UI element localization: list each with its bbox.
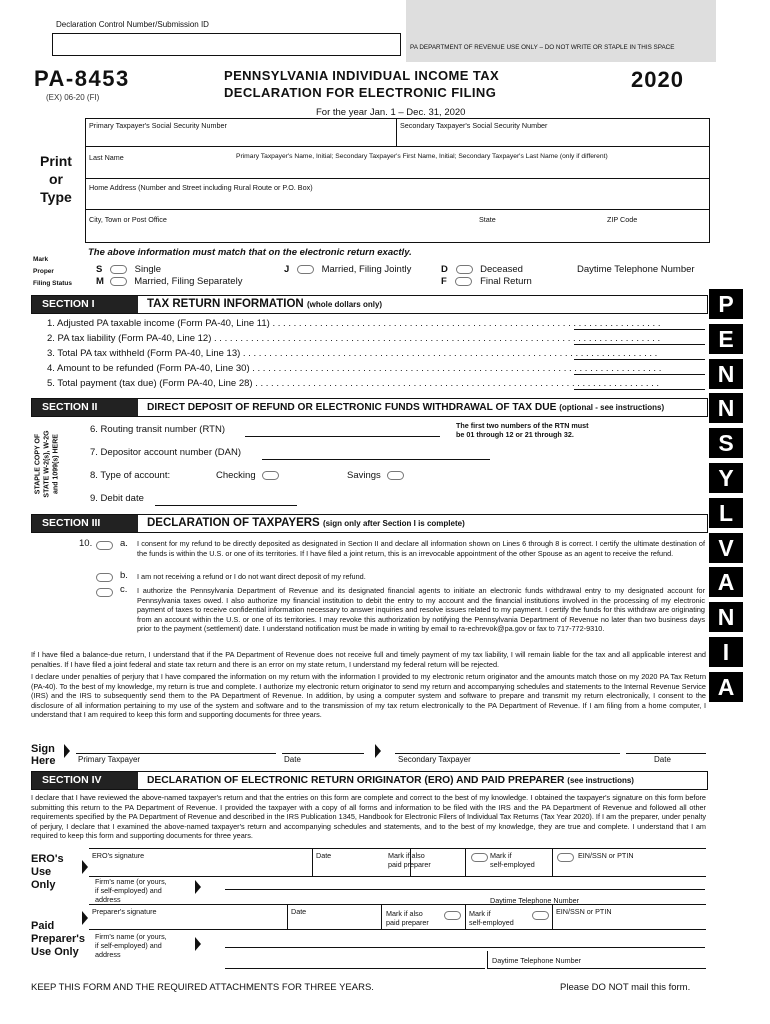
only-word: Only (31, 879, 56, 891)
ero-paid-preparer-oval[interactable] (471, 853, 488, 862)
secondary-taxpayer-label: Secondary Taxpayer (398, 755, 471, 764)
option-c-label: c. (120, 584, 128, 595)
sidebar-letter: P (709, 289, 743, 319)
rtn-note-2: be 01 through 12 or 21 through 32. (456, 430, 574, 439)
section-1-title (147, 296, 382, 313)
footer-keep-note: KEEP THIS FORM AND THE REQUIRED ATTACHMENTS FOR THREE YEARS. (31, 982, 374, 993)
section-2-title-text: DIRECT DEPOSIT OF REFUND OR ELECTRONIC FUNDS WITHDRAWAL OF TAX DUE (147, 402, 557, 413)
option-b-oval[interactable] (96, 573, 113, 582)
routing-field[interactable] (245, 436, 440, 437)
debit-date-label: 9. Debit date (90, 493, 144, 504)
preparer-firm-label (95, 932, 167, 959)
ero-self-employed-oval[interactable] (557, 853, 574, 862)
or-word: or (49, 171, 63, 187)
firm-line-3: address (95, 895, 121, 904)
staple-area-label (18, 418, 76, 510)
preparers-word: Preparer's (31, 933, 85, 945)
perjury-text: I declare under penalties of perjury that I have compared the information on my return with the information I provided to my electronic return originator and the amounts match those on my 2020 PA Tax Return (PA-40). To the best of my knowledge, my return is true and complete. I authorize my electronic return originator to send my return and accompanying schedules and statements to the Internal Revenue Service (IRS) and the IRS to subsequently send them to the PA Department of Revenue. In addition, by using a computer system and software to prepare and transmit my return electronically, I consent to the disclosure of all information pertaining to my use of the system and software and to the transmission of my tax return electronically to the PA Department of Revenue. If I am filing from a home computer, I understand that I am required to keep this form and supporting documents for three years. (31, 672, 706, 720)
routing-label: 6. Routing transit number (RTN) (90, 424, 225, 435)
form-title-line2: DECLARATION FOR ELECTRONIC FILING (224, 85, 497, 100)
firm-line-2: if self-employed) and (95, 941, 162, 950)
tax-line-4: 4. Amount to be refunded (Form PA-40, Line 30) . . . . . . . . . . . . . . . . . . . . . . . . . . . . . . . . . . . . . . . . . . . . . . . . . . . . . . . . . . . . . . . . . . . . . . . . . . . . . . (47, 363, 662, 374)
section-1-note: (whole dollars only) (306, 300, 383, 309)
section-4-title-text: DECLARATION OF ELECTRONIC RETURN ORIGINATOR (ERO) AND PAID PREPARER (147, 775, 565, 786)
section-4-header (31, 771, 708, 790)
preparer-self-employed-oval[interactable] (532, 911, 549, 920)
status-code: S (96, 264, 103, 275)
dept-use-label: PA DEPARTMENT OF REVENUE USE ONLY – DO NOT WRITE OR STAPLE IN THIS SPACE (410, 44, 675, 51)
firm-line-1: Firm's name (or yours, (95, 932, 167, 941)
section-4-note: (see instructions) (567, 776, 634, 785)
preparer-date-label: Date (291, 907, 307, 916)
ero-signature-label: ERO's signature (92, 851, 145, 860)
sidebar-letter: E (709, 324, 743, 354)
section-3-note: (sign only after Section I is complete) (322, 519, 465, 528)
sidebar-letter: A (709, 672, 743, 702)
debit-date-field[interactable] (155, 505, 297, 506)
rtn-note (456, 421, 589, 439)
type-word: Type (40, 189, 72, 205)
rtn-note-1: The first two numbers of the RTN must (456, 421, 589, 430)
city-label: City, Town or Post Office (89, 215, 167, 224)
sidebar-letter: N (709, 393, 743, 423)
dcn-label: Declaration Control Number/Submission ID (56, 20, 209, 29)
staple-line-1: STAPLE COPY OF (34, 433, 42, 495)
tax-line-field[interactable] (574, 374, 705, 375)
status-label: Married, Filing Jointly (321, 264, 412, 275)
preparer-self-employed-label (469, 909, 514, 927)
ero-date-label: Date (316, 851, 332, 860)
preparer-paid-oval[interactable] (444, 911, 461, 920)
preparer-firm-arrow-icon (195, 937, 201, 951)
footer-no-mail-note: Please DO NOT mail this form. (560, 982, 691, 993)
option-c-oval[interactable] (96, 588, 113, 597)
sign-arrow-icon (375, 744, 381, 758)
self-line-2: self-employed (469, 918, 514, 927)
status-code: M (96, 276, 104, 287)
preparer-firm-field-2[interactable] (225, 968, 485, 969)
status-code: J (284, 264, 290, 275)
section-1-header (31, 295, 708, 314)
sidebar-letter: A (709, 567, 743, 597)
daytime-phone-label: Daytime Telephone Number (577, 264, 695, 275)
tax-period: For the year Jan. 1 – Dec. 31, 2020 (316, 107, 466, 118)
primary-taxpayer-label: Primary Taxpayer (78, 755, 141, 764)
self-line-2: self-employed (490, 860, 535, 869)
savings-option[interactable] (347, 470, 404, 481)
mark-word: Mark (33, 256, 49, 263)
balance-due-text: If I have filed a balance-due return, I understand that if the PA Department of Revenue does not receive full and timely payment of my tax liability, I will remain liable for the tax and all applicable interest and penalties. If I have filed a joint federal and state tax return and there is an error on my state return, I understand my federal return will be rejected. (31, 650, 706, 669)
section-2-tag: SECTION II (32, 399, 138, 416)
status-married-jointly[interactable] (284, 264, 411, 275)
section-1-title-text: TAX RETURN INFORMATION (147, 298, 304, 310)
last-name-label: Last Name (89, 153, 124, 162)
ero-self-employed-text (490, 851, 535, 869)
section-2-header (31, 398, 708, 417)
state-label: State (479, 215, 496, 224)
tax-line-2: 2. PA tax liability (Form PA-40, Line 12) . . . . . . . . . . . . . . . . . . . . . . . . . . . . . . . . . . . . . . . . . . . . . . . . . . . . . . . . . . . . . . . . . . . . . . . . . . . . . . . . . . . . . (47, 333, 661, 344)
ero-firm-arrow-icon (195, 880, 201, 894)
also-line-1: Mark if also (386, 909, 423, 918)
checking-option[interactable] (216, 470, 279, 481)
checking-oval[interactable] (262, 471, 279, 480)
tax-line-1: 1. Adjusted PA taxable income (Form PA-40, Line 11) . . . . . . . . . . . . . . . . . . . . . . . . . . . . . . . . . . . . . . . . . . . . . . . . . . . . . . . . . . . . . . . . . . . . . . . . . . (47, 318, 661, 329)
city-field[interactable] (86, 225, 707, 240)
option-c-text: I authorize the Pennsylvania Department of Revenue and its designated financial agents to initiate an electronic funds withdrawal entry to my designated account for Pennsylvania taxes owed. I also authorize my financial institution to debit the entry to my account and the financial institutions involved in the processing of my electronic payment of taxes to receive confidential information necessary to answer inquiries and resolve issues related to my payment. I certify the funds for this withdraw are originating from an account within the U.S. or one of its territories. I may revoke this authorization by notifying the Pennsylvania Department of Revenue no later than two business days prior to the payment (settlement) date. I understand notification must be made in writing by email to ra-echrevok@pa.gov or fax to 717-772-9310. (137, 586, 705, 634)
section-3-title-text: DECLARATION OF TAXPAYERS (147, 517, 320, 529)
tax-line-5: 5. Total payment (tax due) (Form PA-40, Line 28) . . . . . . . . . . . . . . . . . . . . . . . . . . . . . . . . . . . . . . . . . . . . . . . . . . . . . . . . . . . . . . . . . . . . . . . . . . . . . (47, 378, 660, 389)
option-a-text: I consent for my refund to be directly deposited as designated in Section II and declare all information shown on Lines 6 through 8 is correct. I certify the ultimate destination of the funds is within the U.S. or one of its territories. If I have filed a joint return, this is an irrevocable appointment of the other Spouse as an agent to receive the refund. (137, 539, 705, 558)
firm-line-1: Firm's name (or yours, (95, 877, 167, 886)
account-type-label: 8. Type of account: (90, 470, 171, 481)
secondary-ssn-field[interactable] (397, 131, 707, 145)
secondary-signature-field[interactable] (395, 753, 620, 754)
sidebar-letter: S (709, 428, 743, 458)
form-title-line1: PENNSYLVANIA INDIVIDUAL INCOME TAX (224, 68, 500, 83)
sidebar-letter: Y (709, 463, 743, 493)
sign-arrow-icon (64, 744, 70, 758)
filing-status-label (33, 254, 72, 290)
ero-word: ERO's (31, 853, 64, 865)
proper-word: Proper (33, 268, 54, 275)
match-note: The above information must match that on the electronic return exactly. (88, 247, 412, 258)
sidebar-letter: N (709, 602, 743, 632)
tax-line-3: 3. Total PA tax withheld (Form PA-40, Line 13) . . . . . . . . . . . . . . . . . . . . . . . . . . . . . . . . . . . . . . . . . . . . . . . . . . . . . . . . . . . . . . . . . . . . . . . . . . . . . . . (47, 348, 658, 359)
ero-paid-preparer-label (388, 851, 431, 869)
status-final-return[interactable] (441, 276, 532, 287)
filing-status-word: Filing Status (33, 280, 72, 287)
preparer-signature-field[interactable] (92, 917, 285, 927)
tax-line-field[interactable] (574, 344, 705, 345)
primary-ssn-field[interactable] (86, 131, 395, 145)
tax-line-field[interactable] (574, 329, 705, 330)
home-address-field[interactable] (86, 194, 707, 208)
also-line-2: paid preparer (386, 918, 429, 927)
section-3-title (147, 515, 465, 532)
firm-line-2: if self-employed) and (95, 886, 162, 895)
sidebar-letter: N (709, 359, 743, 389)
staple-line-3: and 1099(s) HERE (52, 434, 60, 494)
ero-ein-label: EIN/SSN or PTIN (578, 851, 634, 860)
status-label: Married, Filing Separately (134, 276, 243, 287)
sidebar-letter: L (709, 498, 743, 528)
option-a-label: a. (120, 538, 128, 549)
checking-label: Checking (216, 470, 256, 481)
section-4-title (147, 772, 634, 789)
tax-line-field[interactable] (574, 359, 705, 360)
status-code: F (441, 276, 447, 287)
account-field[interactable] (262, 459, 490, 460)
preparer-ein-label: EIN/SSN or PTIN (556, 907, 612, 916)
option-b-text: I am not receiving a refund or I do not want direct deposit of my refund. (137, 572, 366, 581)
option-b-label: b. (120, 570, 128, 581)
tax-year: 2020 (631, 67, 684, 92)
preparer-signature-label: Preparer's signature (92, 907, 157, 916)
savings-label: Savings (347, 470, 381, 481)
status-oval[interactable] (110, 277, 127, 286)
primary-date-field[interactable] (282, 753, 364, 754)
preparer-arrow-icon (82, 911, 88, 925)
section-3-tag: SECTION III (32, 515, 138, 532)
use-only-word: Use Only (31, 946, 79, 958)
self-line-1: Mark if (490, 851, 512, 860)
preparer-paid-label (386, 909, 429, 927)
preparer-firm-field[interactable] (225, 947, 705, 948)
preparer-phone-label: Daytime Telephone Number (492, 956, 581, 965)
status-label: Deceased (480, 264, 523, 275)
ero-firm-label (95, 877, 167, 904)
status-deceased[interactable] (441, 264, 523, 275)
status-oval[interactable] (297, 265, 314, 274)
status-code: D (441, 264, 448, 275)
print-word: Print (40, 153, 72, 169)
option-a-oval[interactable] (96, 541, 113, 550)
use-word: Use (31, 866, 52, 878)
section-1-tag: SECTION I (32, 296, 138, 313)
secondary-ssn-label: Secondary Taxpayer's Social Security Number (400, 121, 548, 130)
here-word: Here (31, 755, 56, 767)
sidebar-letter: V (709, 533, 743, 563)
ero-signature-field[interactable] (92, 862, 310, 874)
section-2-title (147, 399, 664, 416)
line-10-number: 10. (79, 538, 93, 549)
sign-word: Sign (31, 743, 55, 755)
tax-line-field[interactable] (574, 389, 705, 390)
account-label: 7. Depositor account number (DAN) (90, 447, 242, 458)
names-label: Primary Taxpayer's Name, Initial; Secondary Taxpayer's First Name, Initial; Secondary Taxpayer's Last Name (only if different) (236, 153, 608, 160)
primary-signature-field[interactable] (76, 753, 276, 754)
zip-label: ZIP Code (607, 215, 638, 224)
firm-line-3: address (95, 950, 121, 959)
section-4-tag: SECTION IV (32, 772, 138, 789)
dcn-field[interactable] (52, 33, 401, 56)
primary-date-label: Date (284, 755, 301, 764)
paid-word: Paid (31, 920, 55, 932)
sidebar-letter: I (709, 637, 743, 667)
paid-preparer-use-only-label (31, 920, 85, 959)
sign-here-label (31, 743, 55, 767)
dept-use-area (406, 0, 716, 62)
staple-line-2: STATE W-2(s), W-2G (43, 430, 51, 498)
form-number: PA-8453 (34, 66, 130, 91)
also-line-2: paid preparer (388, 860, 431, 869)
status-oval[interactable] (456, 265, 473, 274)
secondary-date-label: Date (654, 755, 671, 764)
also-line-1: Mark if also (388, 851, 425, 860)
status-single[interactable] (96, 264, 161, 275)
self-line-1: Mark if (469, 909, 491, 918)
status-oval[interactable] (455, 277, 472, 286)
status-married-separately[interactable] (96, 276, 242, 287)
ero-phone-label: Daytime Telephone Number (490, 896, 579, 905)
primary-ssn-label: Primary Taxpayer's Social Security Number (89, 121, 227, 130)
status-label: Single (134, 264, 162, 275)
ero-declaration-text: I declare that I have reviewed the above-named taxpayer's return and that the entries on this form are complete and correct to the best of my knowledge. I obtained the taxpayer's signature on this form before submitting this return to the PA Department of Revenue. I provided the taxpayer with a copy of all forms and information to be filed with the IRS and the PA Department of Revenue and followed all other requirements specified by the PA Department of Revenue and described in the IRS Publication 1345, Handbook for Electronic Filers of Individual Tax Returns (Tax Year 2020). If I am the preparer, under penalty of perjury, I declare that I examined the above-named taxpayer's return and accompanying schedules and statements, and to the best of my knowledge, they are true and complete. I understand that I am required to keep this form and supporting documents for three years. (31, 793, 706, 841)
ero-use-only-label (31, 853, 64, 892)
status-oval[interactable] (110, 265, 127, 274)
section-2-note: (optional - see instructions) (559, 403, 665, 412)
print-or-type-label (34, 152, 78, 206)
form-revision: (EX) 06-20 (FI) (46, 93, 100, 102)
name-field[interactable] (86, 163, 707, 177)
status-label: Final Return (480, 276, 532, 287)
ero-arrow-icon (82, 860, 88, 874)
secondary-date-field[interactable] (626, 753, 706, 754)
savings-oval[interactable] (387, 471, 404, 480)
home-address-label: Home Address (Number and Street including Rural Route or P.O. Box) (89, 183, 313, 192)
ero-firm-field[interactable] (225, 889, 705, 890)
section-3-header (31, 514, 708, 533)
